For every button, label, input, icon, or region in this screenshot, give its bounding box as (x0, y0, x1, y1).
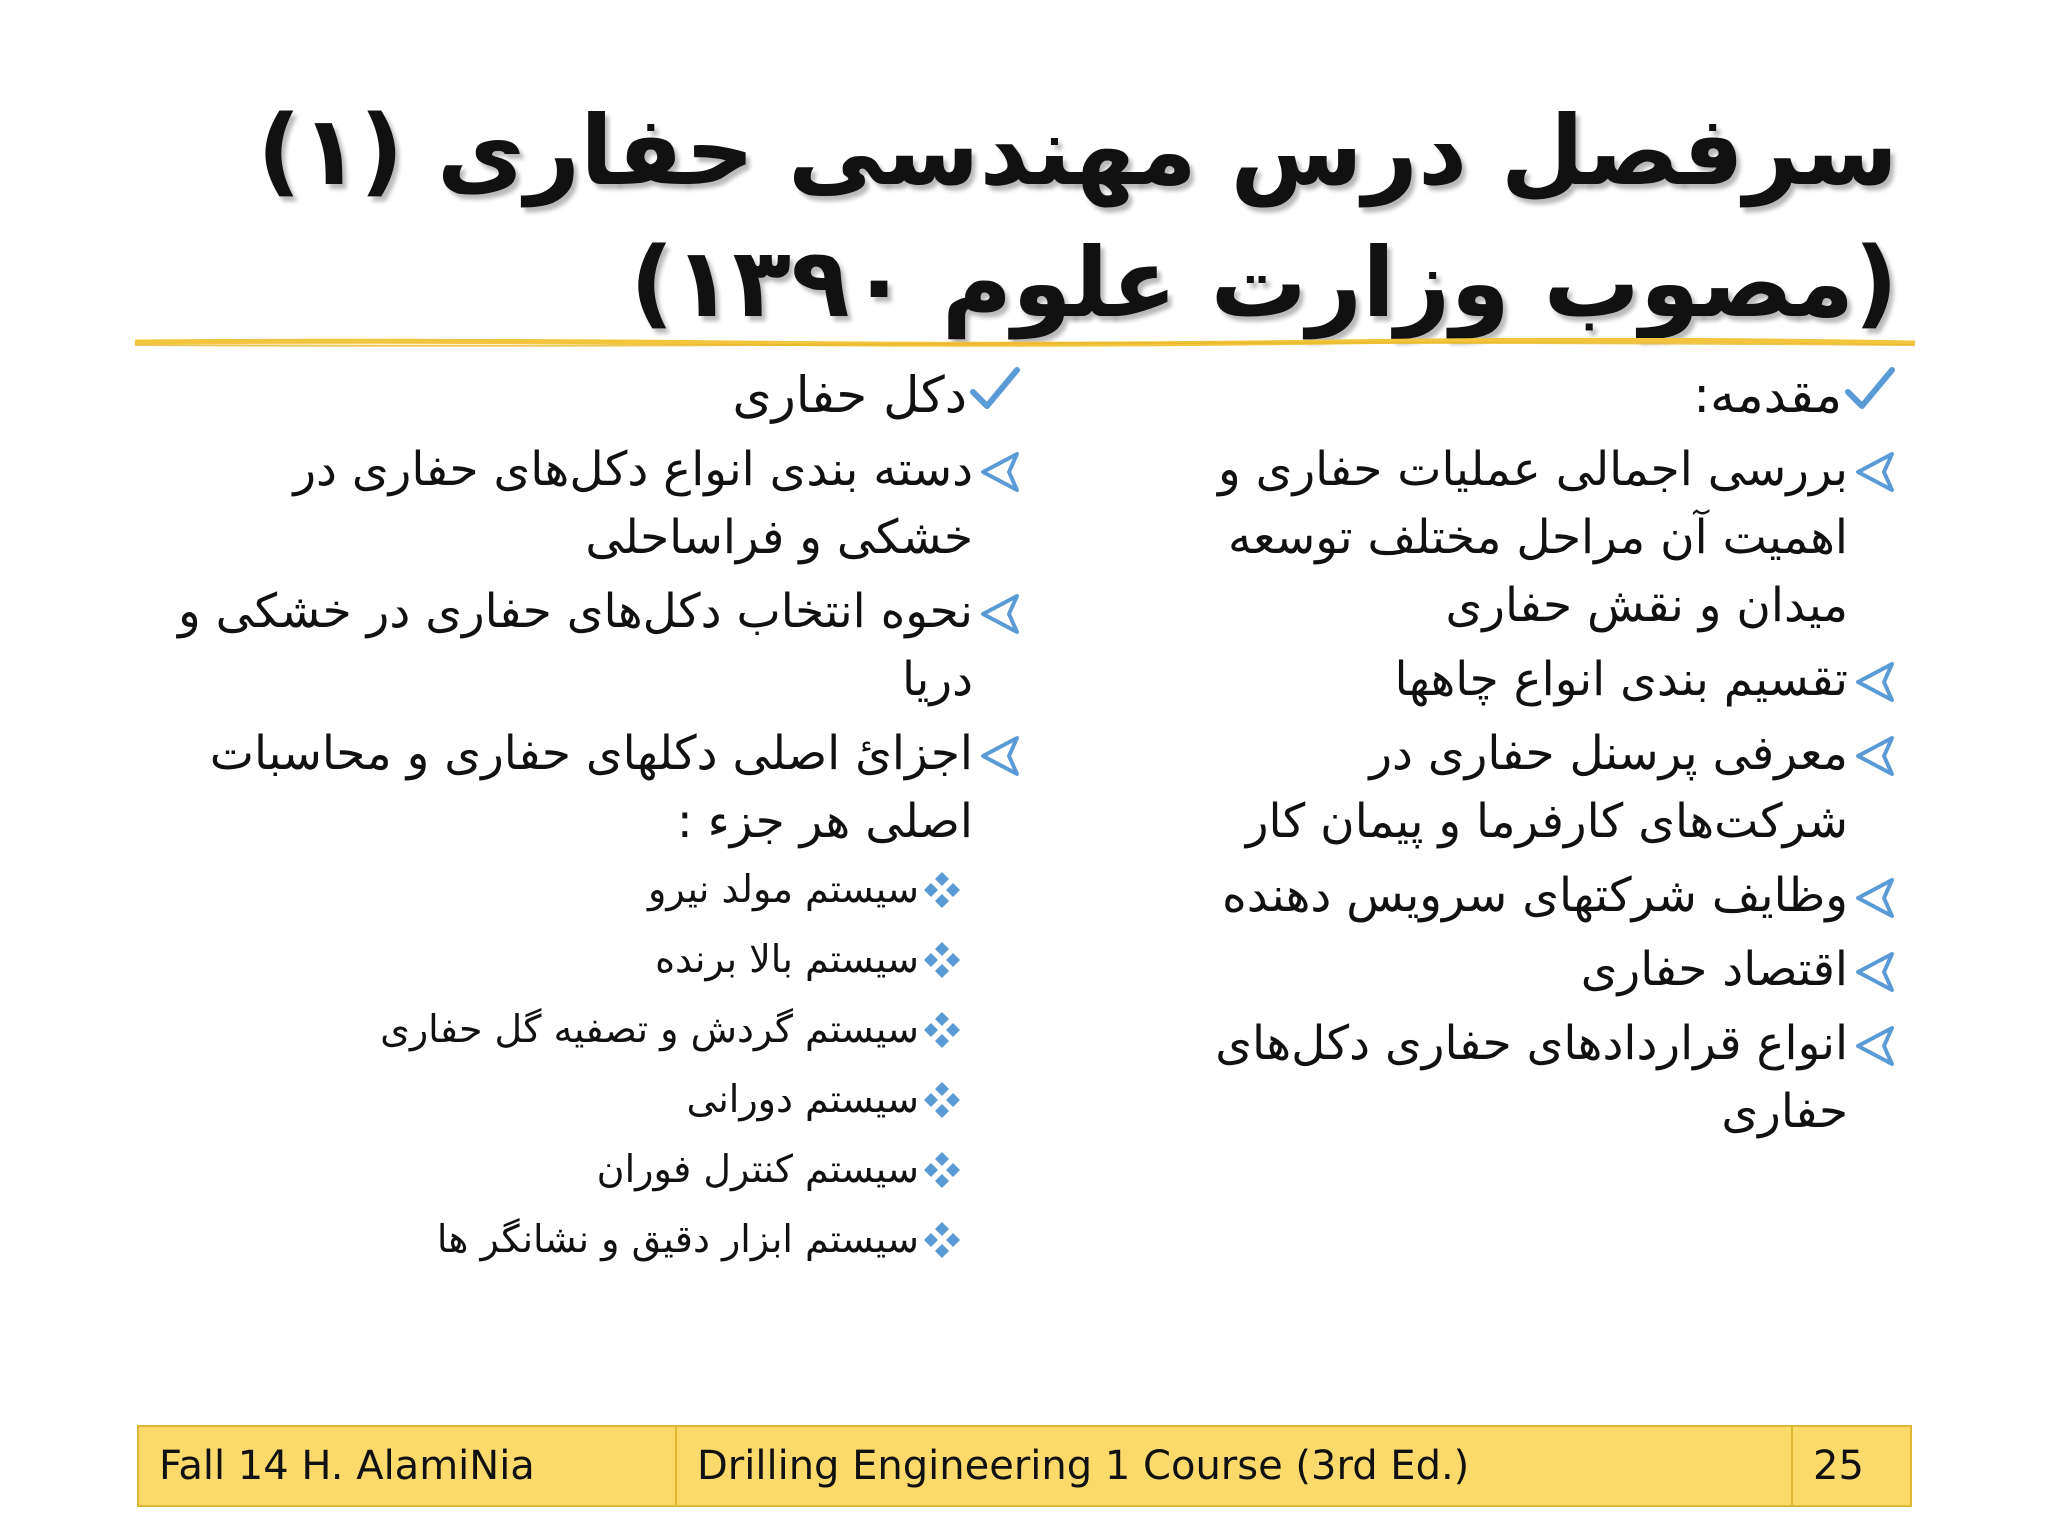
list-item (1208, 862, 1898, 930)
sub-list-item (163, 862, 963, 916)
footer-author: Fall 14 H. AlamiNia (139, 1427, 677, 1505)
checkmark-icon (1842, 364, 1898, 414)
drilling-rig-column (163, 360, 1023, 1282)
diamond-bullet-icon (921, 1150, 963, 1190)
slide-footer (137, 1425, 1912, 1507)
title-divider-rule (135, 338, 1915, 348)
list-item (163, 436, 1023, 572)
arrow-bullet-icon (1852, 1024, 1898, 1068)
list-item (1208, 1010, 1898, 1146)
rig-subsystems-list (163, 862, 963, 1266)
sub-list-item-text: سیستم کنترل فوران (596, 1147, 919, 1191)
footer-course-title: Drilling Engineering 1 Course (3rd Ed.) (677, 1427, 1793, 1505)
list-item-text: اقتصاد حفاری (1580, 942, 1848, 997)
list-item (1208, 646, 1898, 714)
diamond-bullet-icon (921, 1010, 963, 1050)
arrow-bullet-icon (1852, 734, 1898, 778)
list-item (163, 720, 1023, 856)
arrow-bullet-icon (1852, 660, 1898, 704)
arrow-bullet-icon (977, 592, 1023, 636)
sub-list-item-text: سیستم بالا برنده (655, 937, 919, 981)
arrow-bullet-icon (977, 734, 1023, 778)
title-line-2: (مصوب وزارت علوم ۱۳۹۰) (630, 227, 1898, 339)
checkmark-icon (967, 364, 1023, 414)
footer-page-number: 25 (1813, 1443, 1864, 1489)
list-item-text: انواع قراردادهای حفاری دکل‌های حفاری (1215, 1016, 1848, 1139)
arrow-bullet-icon (1852, 950, 1898, 994)
title-line-1: سرفصل درس مهندسی حفاری (۱) (257, 95, 1898, 207)
sub-list-item (163, 1002, 963, 1056)
sub-list-item-text: سیستم مولد نیرو (648, 867, 919, 911)
list-item (1208, 936, 1898, 1004)
slide-title (257, 85, 1898, 349)
list-item-text: نحوه انتخاب دکل‌های حفاری در خشکی و دریا (177, 584, 973, 707)
list-item-text: معرفی پرسنل حفاری در شرکت‌های کارفرما و پیمان کار (1245, 726, 1848, 849)
drilling-rig-heading (163, 360, 1023, 430)
sub-list-item (163, 1142, 963, 1196)
diamond-bullet-icon (921, 1220, 963, 1260)
list-item (163, 578, 1023, 714)
arrow-bullet-icon (977, 450, 1023, 494)
sub-list-item-text: سیستم دورانی (686, 1077, 919, 1121)
sub-list-item (163, 1072, 963, 1126)
list-item-text: اجزائ اصلی دکلهای حفاری و محاسبات اصلی هر جزء : (209, 726, 973, 849)
list-item-text: بررسی اجمالی عملیات حفاری و اهمیت آن مراحل مختلف توسعه میدان و نقش حفاری (1218, 442, 1848, 633)
list-item (1208, 436, 1898, 640)
list-item (1208, 720, 1898, 856)
intro-heading-text: مقدمه: (1693, 366, 1842, 424)
diamond-bullet-icon (921, 1080, 963, 1120)
sub-list-item-text: سیستم گردش و تصفیه گل حفاری (380, 1007, 919, 1051)
arrow-bullet-icon (1852, 876, 1898, 920)
sub-list-item-text: سیستم ابزار دقیق و نشانگر ها (436, 1217, 919, 1261)
list-item-text: وظایف شرکتهای سرویس دهنده (1222, 868, 1848, 923)
sub-list-item (163, 932, 963, 986)
list-item-text: دسته بندی انواع دکل‌های حفاری در خشکی و فراساحلی (293, 442, 973, 565)
intro-column (1208, 360, 1898, 1152)
sub-list-item (163, 1212, 963, 1266)
drilling-rig-heading-text: دکل حفاری (732, 366, 967, 424)
diamond-bullet-icon (921, 870, 963, 910)
diamond-bullet-icon (921, 940, 963, 980)
arrow-bullet-icon (1852, 450, 1898, 494)
list-item-text: تقسیم بندی انواع چاهها (1394, 652, 1848, 707)
intro-heading (1208, 360, 1898, 430)
